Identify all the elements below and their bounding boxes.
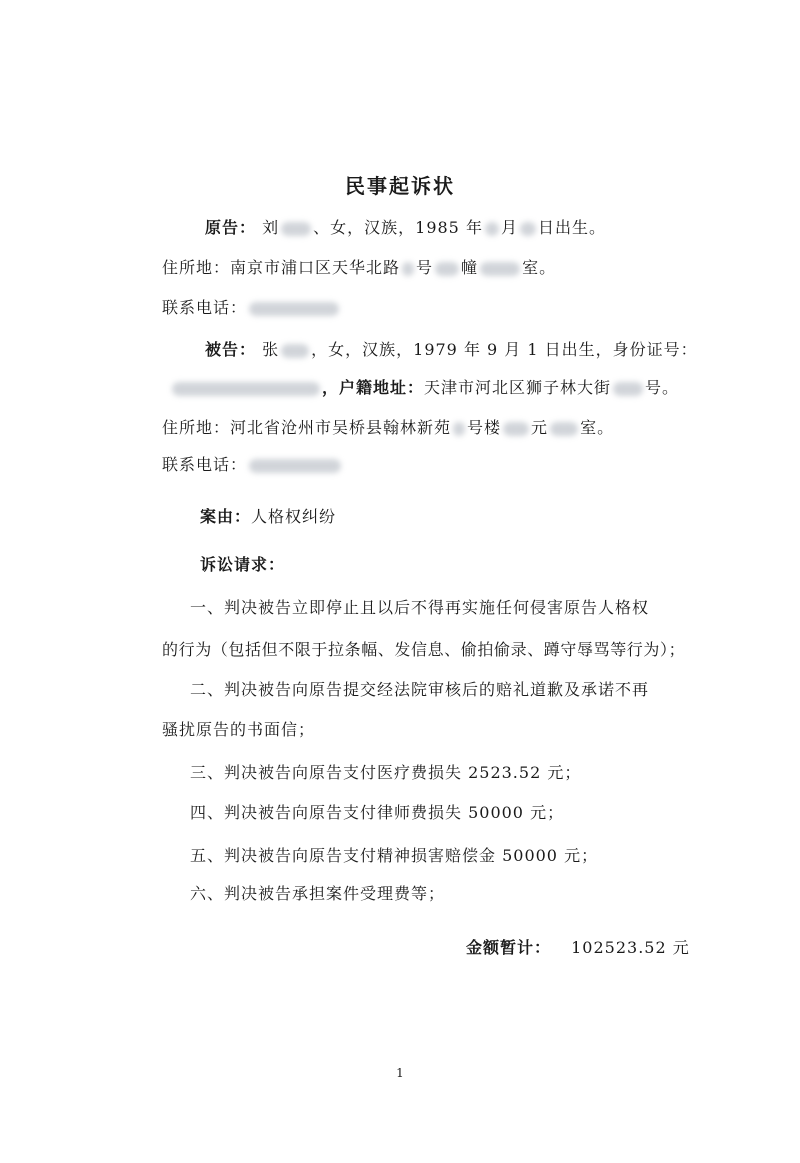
document-title: 民事起诉状 bbox=[345, 174, 455, 198]
cause-line bbox=[200, 507, 336, 527]
total-value: 102523.52 元 bbox=[571, 938, 690, 957]
plaintiff-name-prefix: 刘 bbox=[262, 218, 280, 237]
redacted-unit bbox=[503, 422, 529, 436]
claims-heading: 诉讼请求： bbox=[200, 555, 286, 574]
building-unit: 幢 bbox=[461, 258, 479, 277]
defendant-hukou-line bbox=[170, 378, 679, 398]
claim-line: 二、判决被告向原告提交经法院审核后的赔礼道歉及承诺不再 bbox=[190, 680, 650, 699]
defendant-details: ，女，汉族，1979 年 9 月 1 日出生，身份证号： bbox=[311, 340, 698, 359]
redacted-number bbox=[613, 382, 643, 396]
plaintiff-details: 、女，汉族，1985 年 bbox=[313, 218, 483, 237]
room-unit: 室。 bbox=[522, 258, 557, 277]
total-label: 金额暂计： bbox=[466, 938, 552, 957]
redacted-phone bbox=[249, 459, 341, 473]
redacted-name bbox=[281, 344, 309, 358]
redacted-room bbox=[480, 262, 520, 276]
phone-label: 联系电话： bbox=[162, 455, 248, 474]
redacted-month bbox=[485, 222, 499, 236]
day-suffix: 日出生。 bbox=[537, 218, 606, 237]
claim-line: 四、判决被告向原告支付律师费损失 50000 元； bbox=[190, 803, 565, 822]
redacted-number bbox=[402, 262, 414, 276]
month-unit: 月 bbox=[500, 218, 518, 237]
total-line bbox=[466, 938, 690, 958]
address-label: 住所地： bbox=[162, 258, 231, 277]
room-unit: 室。 bbox=[580, 418, 615, 437]
redacted-number bbox=[453, 422, 465, 436]
defendant-name-prefix: 张 bbox=[262, 340, 280, 359]
defendant-phone-line bbox=[162, 455, 343, 475]
plaintiff-label: 原告 bbox=[205, 218, 240, 237]
unit-label: 元 bbox=[531, 418, 549, 437]
redacted-room bbox=[550, 422, 578, 436]
defendant-address: 河北省沧州市吴桥县翰林新苑 bbox=[230, 418, 452, 437]
claim-line: 骚扰原告的书面信； bbox=[162, 720, 316, 739]
redacted-building bbox=[435, 262, 459, 276]
redacted-id-number bbox=[172, 382, 320, 396]
page-number: 1 bbox=[396, 1066, 404, 1080]
hukou-address: 天津市河北区狮子林大街 bbox=[424, 378, 612, 397]
claim-line: 五、判决被告向原告支付精神损害赔偿金 50000 元； bbox=[190, 846, 599, 865]
redacted-day bbox=[520, 222, 536, 236]
cause-value: 人格权纠纷 bbox=[251, 507, 337, 526]
defendant-label: 被告 bbox=[205, 340, 240, 359]
claim-line: 一、判决被告立即停止且以后不得再实施任何侵害原告人格权 bbox=[190, 598, 650, 617]
cause-label: 案由： bbox=[200, 507, 252, 526]
plaintiff-address-line bbox=[162, 258, 556, 278]
claim-line: 的行为（包括但不限于拉条幅、发信息、偷拍偷录、蹲守辱骂等行为）； bbox=[162, 640, 686, 659]
hukou-label: ，户籍地址： bbox=[322, 378, 425, 397]
redacted-name bbox=[281, 222, 311, 236]
address-number-unit: 号 bbox=[416, 258, 434, 277]
defendant-line: 被告： 张 ，女，汉族，1979 年 9 月 1 日出生，身份证号： bbox=[205, 340, 698, 359]
redacted-phone bbox=[249, 302, 339, 316]
hukou-number-unit: 号。 bbox=[645, 378, 680, 397]
address-label: 住所地： bbox=[162, 418, 231, 437]
claim-line: 三、判决被告向原告支付医疗费损失 2523.52 元； bbox=[190, 763, 582, 782]
claim-line: 六、判决被告承担案件受理费等； bbox=[190, 884, 446, 903]
plaintiff-line: 原告： 刘 、女，汉族，1985 年 月 日出生。 bbox=[205, 218, 606, 237]
plaintiff-address: 南京市浦口区天华北路 bbox=[230, 258, 401, 277]
defendant-address-line bbox=[162, 418, 614, 438]
phone-label: 联系电话： bbox=[162, 298, 248, 317]
building-unit: 号楼 bbox=[467, 418, 502, 437]
plaintiff-phone-line bbox=[162, 298, 341, 318]
